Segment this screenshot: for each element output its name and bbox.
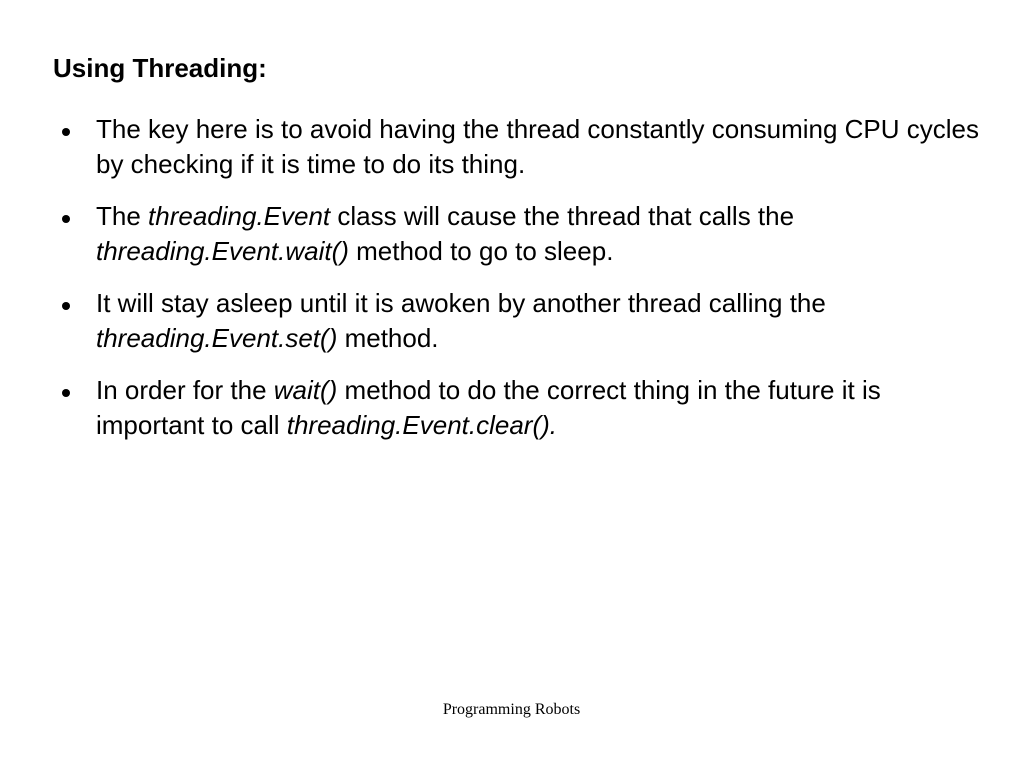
bullet-text bbox=[96, 201, 794, 266]
bullet-list bbox=[60, 112, 990, 460]
code-reference: threading.Event bbox=[148, 201, 331, 231]
bullet-text bbox=[96, 288, 826, 353]
text-run: class will cause the thread that calls the bbox=[330, 201, 795, 231]
bullet-item bbox=[60, 373, 990, 443]
text-run: method to do the correct thing in the future it is important to call bbox=[96, 375, 881, 440]
code-reference: threading.Event.wait() bbox=[96, 236, 349, 266]
slide-footer: Programming Robots bbox=[442, 701, 581, 718]
bullet-text bbox=[96, 114, 979, 179]
code-reference: wait() bbox=[273, 375, 338, 405]
slide-title: Using Threading: bbox=[53, 53, 267, 83]
text-run: method. bbox=[337, 323, 439, 353]
bullet-item bbox=[60, 112, 990, 182]
text-run: method to go to sleep. bbox=[348, 236, 614, 266]
code-reference: threading.Event.clear(). bbox=[286, 410, 557, 440]
bullet-dot-icon bbox=[62, 128, 70, 136]
bullet-text bbox=[96, 375, 881, 440]
text-run: The key here is to avoid having the thread constantly consuming CPU cycles by checking if it is time to do its thing. bbox=[96, 114, 980, 179]
bullet-item bbox=[60, 199, 990, 269]
bullet-dot-icon bbox=[62, 389, 70, 397]
bullet-dot-icon bbox=[62, 302, 70, 310]
text-run: In order for the bbox=[96, 375, 274, 405]
bullet-item bbox=[60, 286, 990, 356]
bullet-dot-icon bbox=[62, 215, 70, 223]
text-run: The bbox=[96, 201, 149, 231]
code-reference: threading.Event.set() bbox=[96, 323, 338, 353]
text-run: It will stay asleep until it is awoken by another thread calling the bbox=[96, 288, 826, 318]
